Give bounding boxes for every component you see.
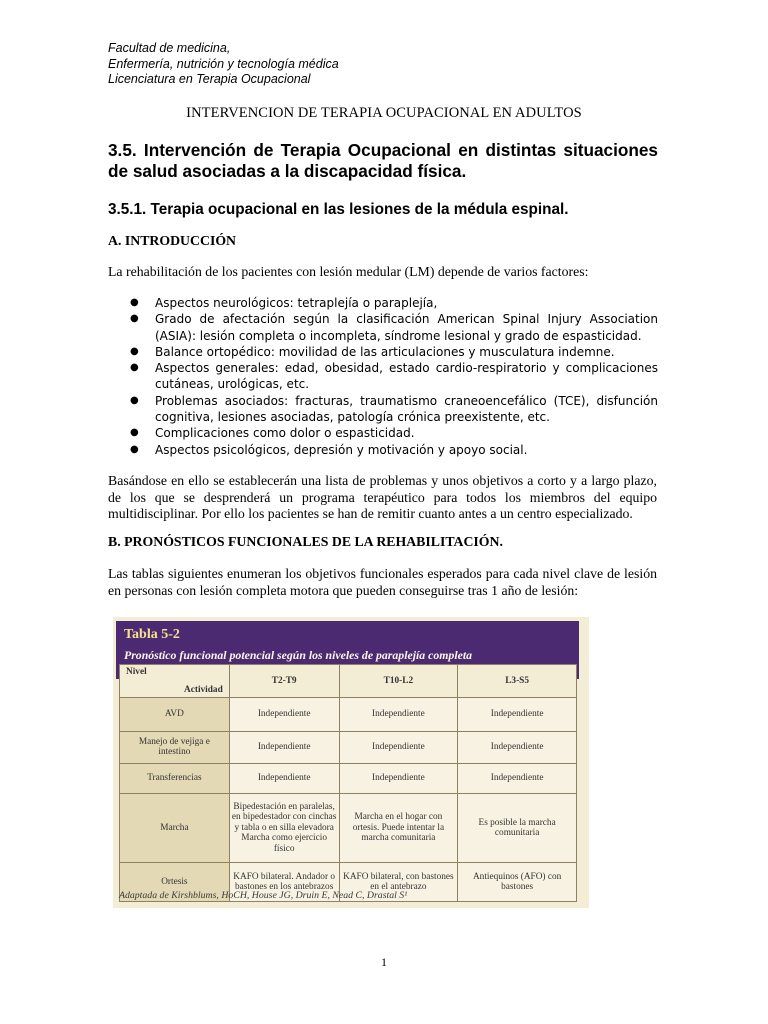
table-cell: Independiente	[458, 764, 577, 794]
table-cell: Independiente	[458, 698, 577, 731]
row-label: Marcha	[120, 794, 230, 863]
header-line-faculty: Facultad de medicina,	[108, 41, 231, 55]
column-header: L3-S5	[458, 665, 577, 698]
table-cell: Independiente	[229, 698, 339, 731]
corner-activity-label: Actividad	[184, 684, 223, 695]
column-header: T2-T9	[229, 665, 339, 698]
table-row	[120, 698, 577, 731]
table-cell: Independiente	[229, 731, 339, 763]
corner-level-label: Nivel	[126, 667, 147, 677]
course-title: INTERVENCION DE TERAPIA OCUPACIONAL EN ADULTOS	[186, 105, 582, 121]
factors-list	[108, 295, 658, 458]
table-cell: Es posible la marcha comunitaria	[458, 794, 577, 863]
table-source-note: Adaptada de Kirshblums, HoCH, House JG, Druin E, Nead C, Drastal S¹	[119, 890, 408, 901]
row-label: Manejo de vejiga e intestino	[120, 731, 230, 763]
table-cell: Independiente	[339, 698, 458, 731]
corner-cell	[120, 665, 230, 698]
list-item: ● Complicaciones como dolor o espasticidad.	[108, 425, 658, 441]
table-title: Tabla 5-2	[124, 627, 180, 642]
section-a-closing: Basándose en ello se establecerán una lista de problemas y unos objetivos a corto y a largo plazo, de los que se desprenderá un programa terapéutico para todos los miembros del equipo multidisciplinar. Por ello los pacientes se han de remitir cuanto antes a un centro especializado.	[108, 473, 657, 521]
table-cell: KAFO bilateral. Andador o bastones en los antebrazos	[229, 863, 339, 902]
row-label: AVD	[120, 698, 230, 731]
list-item: ● Aspectos psicológicos, depresión y motivación y apoyo social.	[108, 442, 658, 458]
table-cell: Independiente	[458, 731, 577, 763]
section-b-heading: B. PRONÓSTICOS FUNCIONALES DE LA REHABILITACIÓN.	[108, 534, 503, 549]
table-cell: Independiente	[339, 764, 458, 794]
table-cell: Independiente	[339, 731, 458, 763]
section-title: 3.5. Intervención de Terapia Ocupacional en distintas situaciones de salud asociadas a la discapacidad física.	[108, 140, 658, 181]
table-row	[120, 794, 577, 863]
section-a-intro: La rehabilitación de los pacientes con lesión medular (LM) depende de varios factores:	[108, 264, 589, 279]
row-label: Transferencias	[120, 764, 230, 794]
prognosis-table	[119, 664, 577, 902]
table-subtitle: Pronóstico funcional potencial según los niveles de paraplejía completa	[124, 648, 473, 662]
table-cell: Antiequinos (AFO) con bastones	[458, 863, 577, 902]
header-line-program: Licenciatura en Terapia Ocupacional	[108, 72, 311, 86]
column-header: T10-L2	[339, 665, 458, 698]
table-cell: KAFO bilateral, con bastones en el antebrazo	[339, 863, 458, 902]
table-cell: Bipedestación en paralelas, en bipedestador con cinchas y tabla o en silla elevadora Marcha como ejercicio físico	[229, 794, 339, 863]
table-cell: Marcha en el hogar con ortesis. Puede intentar la marcha comunitaria	[339, 794, 458, 863]
list-item: ● Grado de afectación según la clasificación American Spinal Injury Association (ASIA): lesión completa o incompleta, síndrome lesional y grado de espasticidad.	[108, 311, 658, 344]
header-line-school: Enfermería, nutrición y tecnología médica	[108, 56, 339, 71]
list-item: ● Aspectos neurológicos: tetraplejía o paraplejía,	[108, 295, 658, 311]
prognosis-table-figure	[113, 617, 589, 908]
list-item: ● Problemas asociados: fracturas, traumatismo craneoencefálico (TCE), disfunción cognitiva, lesiones asociadas, patología crónica preexistente, etc.	[108, 393, 658, 426]
subsection-title: 3.5.1. Terapia ocupacional en las lesiones de la médula espinal.	[108, 201, 569, 218]
table-cell: Independiente	[229, 764, 339, 794]
list-item: ● Balance ortopédico: movilidad de las articulaciones y musculatura indemne.	[108, 344, 658, 360]
section-b-intro: Las tablas siguientes enumeran los objetivos funcionales esperados para cada nivel clave de lesión en personas con lesión completa motora que pueden conseguirse tras 1 año de lesión:	[108, 566, 657, 598]
institution-header	[108, 41, 339, 88]
row-label: Ortesis	[120, 863, 230, 902]
list-item: ● Aspectos generales: edad, obesidad, estado cardio-respiratorio y complicaciones cutáneas, urológicas, etc.	[108, 360, 658, 393]
table-row	[120, 731, 577, 763]
table-header-row	[120, 665, 577, 698]
page-number: 1	[381, 955, 387, 969]
table-row	[120, 764, 577, 794]
section-a-heading: A. INTRODUCCIÓN	[108, 233, 237, 248]
